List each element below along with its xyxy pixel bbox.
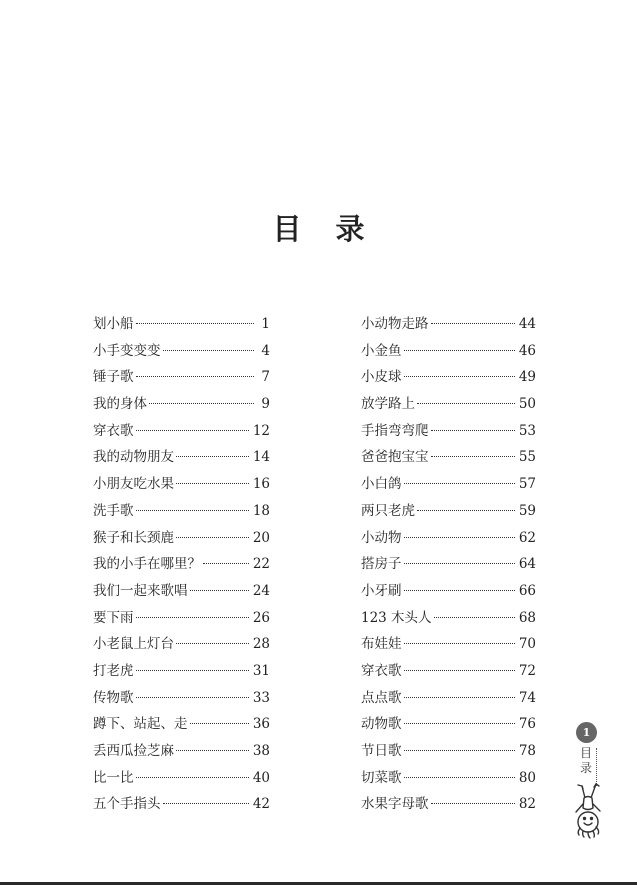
dot-leader [176,629,249,644]
toc-entry-title: 小皮球 [361,369,402,386]
toc-entry[interactable] [93,418,270,445]
dot-leader [404,709,515,724]
dot-leader [176,442,249,457]
toc-entry-page-number: 28 [252,636,270,653]
toc-entry-page-number: 64 [518,556,536,573]
toc-entry-page-number: 33 [252,689,270,706]
toc-entry[interactable] [93,685,270,712]
toc-entry[interactable] [93,658,270,685]
toc-entry-page-number: 82 [518,796,536,813]
toc-entry-title: 小老鼠上灯台 [93,636,174,653]
toc-entry-page-number: 12 [252,422,270,439]
dot-leader [136,362,255,377]
toc-entry[interactable] [93,765,270,792]
toc-entry-page-number: 36 [252,716,270,733]
toc-entry-title: 穿衣歌 [361,662,402,679]
toc-entry-page-number: 18 [252,502,270,519]
toc-entry-title: 水果字母歌 [361,796,429,813]
dot-leader [404,523,515,538]
toc-entry-title: 动物歌 [361,716,402,733]
dot-leader [203,549,249,564]
toc-entry[interactable] [93,444,270,471]
toc-entry-title: 123 木头人 [361,609,432,626]
toc-entry[interactable] [93,364,270,391]
toc-entry-title: 小金鱼 [361,342,402,359]
dot-leader [136,763,249,778]
toc-entry-page-number: 68 [518,609,536,626]
toc-entry-page-number: 14 [252,449,270,466]
toc-entry-page-number: 20 [252,529,270,546]
dot-leader [417,389,515,404]
toc-entry[interactable] [361,418,536,445]
dot-leader [404,683,515,698]
dot-leader [163,789,249,804]
toc-entry[interactable] [361,738,536,765]
toc-entry-title: 切菜歌 [361,769,402,786]
toc-entry-page-number: 16 [252,476,270,493]
toc-entry-page-number: 1 [261,316,270,332]
toc-entry-page-number: 78 [518,743,536,759]
toc-entry-title: 打老虎 [93,662,134,679]
toc-entry-page-number: 57 [518,476,536,493]
toc-entry-page-number: 7 [261,369,270,386]
toc-entry-page-number: 50 [518,396,536,413]
toc-entry[interactable] [361,364,536,391]
dot-leader [136,683,249,698]
dot-leader [404,629,515,644]
toc-entry-page-number: 24 [252,582,270,599]
dot-leader [404,736,515,751]
toc-entry-title: 要下雨 [93,609,134,626]
dot-leader [163,336,255,351]
toc-entry[interactable] [361,765,536,792]
toc-entry-title: 小白鸽 [361,476,402,493]
toc-entry[interactable] [361,338,536,365]
dot-leader [404,469,515,484]
toc-entry[interactable] [93,471,270,498]
toc-entry-page-number: 70 [518,636,536,653]
toc-entry-title: 小朋友吃水果 [93,476,174,493]
toc-entry-title: 手指弯弯爬 [361,422,429,439]
dot-leader [136,309,255,324]
toc-entry[interactable] [93,578,270,605]
dot-leader [176,736,249,751]
toc-entry[interactable] [93,631,270,658]
dot-leader [190,709,249,724]
dot-leader [404,336,515,351]
toc-entry[interactable] [93,711,270,738]
dot-leader [404,549,515,564]
toc-entry[interactable] [93,311,270,338]
toc-entry-title: 两只老虎 [361,502,415,519]
toc-entry-title: 丢西瓜捡芝麻 [93,743,174,759]
dot-leader [190,576,249,591]
toc-entry-title: 比一比 [93,769,134,786]
toc-entry[interactable] [93,391,270,418]
toc-entry-page-number: 31 [252,662,270,679]
toc-entry-page-number: 76 [518,716,536,733]
toc-entry-page-number: 4 [261,342,270,359]
toc-entry-page-number: 49 [518,369,536,386]
toc-entry[interactable] [93,525,270,552]
toc-entry[interactable] [361,551,536,578]
dot-leader [431,416,515,431]
toc-entry-title: 传物歌 [93,689,134,706]
toc-entry-page-number: 55 [518,449,536,466]
toc-entry[interactable] [361,444,536,471]
dot-leader [176,469,249,484]
toc-entry[interactable] [361,391,536,418]
toc-entry[interactable] [93,498,270,525]
toc-entry[interactable] [93,738,270,765]
toc-left-column [93,311,270,818]
dot-leader [149,389,254,404]
toc-entry-title: 我的动物朋友 [93,449,174,466]
toc-entry[interactable] [361,685,536,712]
toc-entry-title: 锤子歌 [93,369,134,386]
dot-leader [136,656,249,671]
toc-entry-page-number: 53 [518,422,536,439]
toc-entry-page-number: 40 [252,769,270,786]
toc-entry-title: 小手变变变 [93,342,161,359]
toc-entry-title: 爸爸抱宝宝 [361,449,429,466]
toc-entry-title: 洗手歌 [93,502,134,519]
toc-entry[interactable] [93,338,270,365]
toc-entry-title: 点点歌 [361,689,402,706]
toc-entry[interactable] [361,311,536,338]
toc-entry-title: 猴子和长颈鹿 [93,529,174,546]
dot-leader [136,416,249,431]
toc-entry-title: 放学路上 [361,396,415,413]
dot-leader [404,763,515,778]
toc-entry-page-number: 46 [518,342,536,359]
toc-entry-page-number: 22 [252,556,270,573]
toc-entry-title: 小牙刷 [361,582,402,599]
toc-entry-page-number: 80 [518,769,536,786]
toc-entry[interactable] [361,711,536,738]
toc-entry[interactable] [93,791,270,818]
page-title: 目 录 [272,212,377,247]
toc-entry[interactable] [361,471,536,498]
dot-leader [176,523,249,538]
toc-right-column [361,311,536,818]
toc-entry-page-number: 62 [518,529,536,546]
toc-entry-page-number: 59 [518,502,536,519]
toc-entry[interactable] [93,605,270,632]
dot-leader [136,496,249,511]
dot-leader [417,496,515,511]
toc-entry-page-number: 74 [518,689,536,706]
toc-entry-page-number: 38 [252,743,270,759]
dot-leader [404,656,515,671]
toc-entry[interactable] [361,605,536,632]
dot-leader [434,603,515,618]
toc-entry-title: 搭房子 [361,556,402,573]
dot-leader [404,576,515,591]
toc-entry[interactable] [361,498,536,525]
bottom-rule [0,882,637,885]
toc-entry-title: 小动物 [361,529,402,546]
page-marker [574,720,604,850]
cartoon-kid-icon [572,782,604,844]
toc-entry-title: 五个手指头 [93,796,161,813]
toc-entry-title: 我的小手在哪里？ [93,556,201,573]
dot-leader [431,789,515,804]
toc-entry-page-number: 44 [518,316,536,332]
dotted-line-decoration [596,748,599,786]
toc-entry[interactable] [361,631,536,658]
dot-leader [431,309,515,324]
toc-entry-title: 穿衣歌 [93,422,134,439]
toc-entry-page-number: 72 [518,662,536,679]
toc-entry-title: 小动物走路 [361,316,429,332]
toc-entry[interactable] [93,551,270,578]
dot-leader [431,442,515,457]
toc-entry-title: 蹲下、站起、走 [93,716,188,733]
toc-entry-title: 节日歌 [361,743,402,759]
toc-entry-title: 我们一起来歌唱 [93,582,188,599]
toc-entry[interactable] [361,578,536,605]
section-label: 目录 [580,746,593,775]
dot-leader [136,603,249,618]
toc-entry-page-number: 26 [252,609,270,626]
toc-entry-title: 布娃娃 [361,636,402,653]
dot-leader [404,362,515,377]
toc-entry[interactable] [361,525,536,552]
toc-entry-page-number: 66 [518,582,536,599]
toc-entry[interactable] [361,658,536,685]
toc-entry-page-number: 9 [261,396,270,413]
page-number-badge: 1 [576,722,597,743]
toc-entry-title: 我的身体 [93,396,147,413]
toc-entry-page-number: 42 [252,796,270,813]
toc-entry[interactable] [361,791,536,818]
toc-entry-title: 划小船 [93,316,134,332]
